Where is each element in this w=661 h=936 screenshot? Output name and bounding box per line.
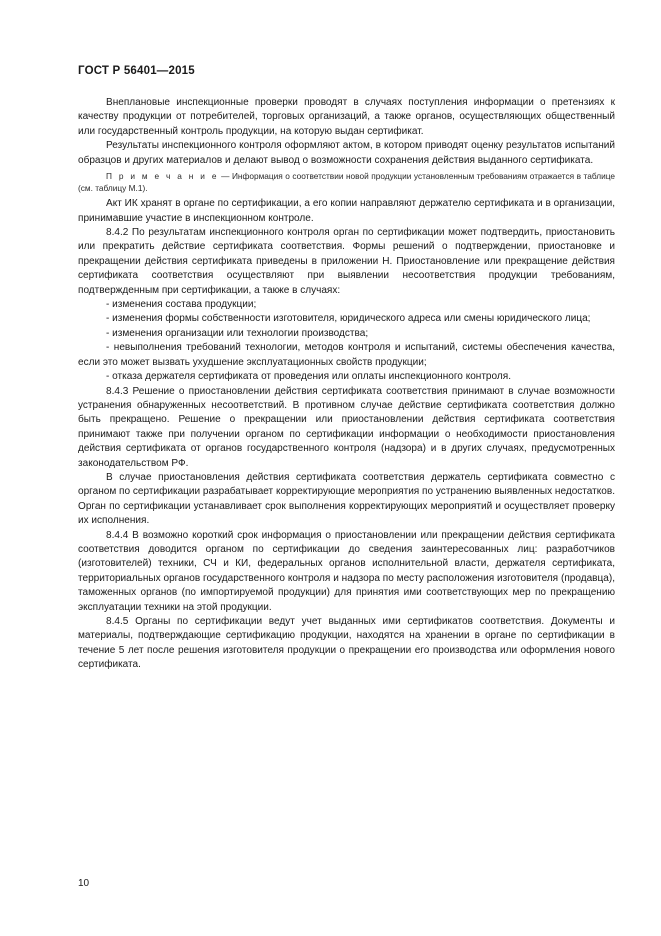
note: [78, 171, 615, 194]
list-item: - изменения состава продукции;: [106, 299, 257, 311]
note-label: П р и м е ч а н и е: [106, 171, 219, 182]
list-item: - невыполнения требований технологии, методов контроля и испытаний, системы обеспечения качества, если это может вызвать ухудшение эксплуатационных свойств продукции;: [78, 342, 615, 368]
page-number: 10: [78, 878, 90, 889]
paragraph-inspection-results: Результаты инспекционного контроля оформляют актом, в котором приводят оценку результатов испытаний образцов и других материалов и делают вывод о возможности сохранения действия выданного сертификата.: [78, 140, 615, 166]
paragraph-act-storage: Акт ИК хранят в органе по сертификации, а его копии направляют держателю сертификата и в организации, принимавшие участие в инспекционном контроле.: [78, 198, 615, 224]
document-header: ГОСТ Р 56401—2015: [78, 65, 195, 77]
list-item: - отказа держателя сертификата от проведения или оплаты инспекционного контроля.: [106, 371, 511, 383]
list-item: - изменения организации или технологии производства;: [106, 327, 369, 339]
list-item: - изменения формы собственности изготовителя, юридического адреса или смены юридического лица;: [106, 313, 591, 325]
section-8-4-3: 8.4.3 Решение о приостановлении действия сертификата соответствия принимают в случае возможности устранения обнаруженных несоответствий. В противном случае действие сертификата соответствия должно быть прекращено. Решение о прекращении или приостановлении действия сертификата соответствия принимают также при получении органом по сертификации информации о необходимости приостановления действия сертификата от органов государственного контроля (надзора) и в других случаях, предусмотренных законодательством РФ.: [78, 385, 615, 469]
section-8-4-5: 8.4.5 Органы по сертификации ведут учет выданных ими сертификатов соответствия. Документы и материалы, подтверждающие сертификацию продукции, находятся на хранении в органе по сертификации в течение 5 лет после решения изготовителя продукции о прекращении его производства или оформления нового сертификата.: [78, 616, 615, 671]
paragraph-suspension-measures: В случае приостановления действия сертификата соответствия держатель сертификата совместно с органом по сертификации разрабатывает корректирующие мероприятия по устранению выявленных недостатков. Орган по сертификации устанавливает срок выполнения корректирующих мероприятий и осуществляет проверку их исполнения.: [78, 471, 615, 527]
page-body: [78, 96, 615, 673]
section-8-4-2: 8.4.2 По результатам инспекционного контроля орган по сертификации может подтвердить, приостановить или прекратить действие сертификата соответствия. Формы решений о подтверждении, приостановке и прекращении действия сертификата приведены в приложении Н. Приостановление или прекращение действия сертификата соответствия осуществляют при выявлении несоответствия продукции требованиям, подтвержденным при сертификации, а также в случаях:: [78, 227, 615, 296]
paragraph-unscheduled-inspections: Внеплановые инспекционные проверки проводят в случаях поступления информации о претензиях к качеству продукции от потребителей, торговых организаций, а также органов, осуществляющих общественный или государственный контроль продукции, на которую выдан сертификат.: [78, 97, 615, 137]
section-8-4-4: 8.4.4 В возможно короткий срок информация о приостановлении или прекращении действия сертификата соответствия доводится органом по сертификации до сведения заинтересованных лиц: разработчиков (изготовителей) техники, СЧ и КИ, федеральных органов исполнительной власти, держателя сертификата, территориальных органов государственного контроля и надзора по месту расположения изготовителя (продавца), таможенных органов (по импортируемой продукции) для принятия ими соответствующих мер по прекращению эксплуатации техники на этой продукции.: [78, 529, 615, 613]
note-text: — Информация о соответствии новой продукции установленным требованиям отражается в таблице (см. таблицу М.1).: [78, 171, 615, 193]
